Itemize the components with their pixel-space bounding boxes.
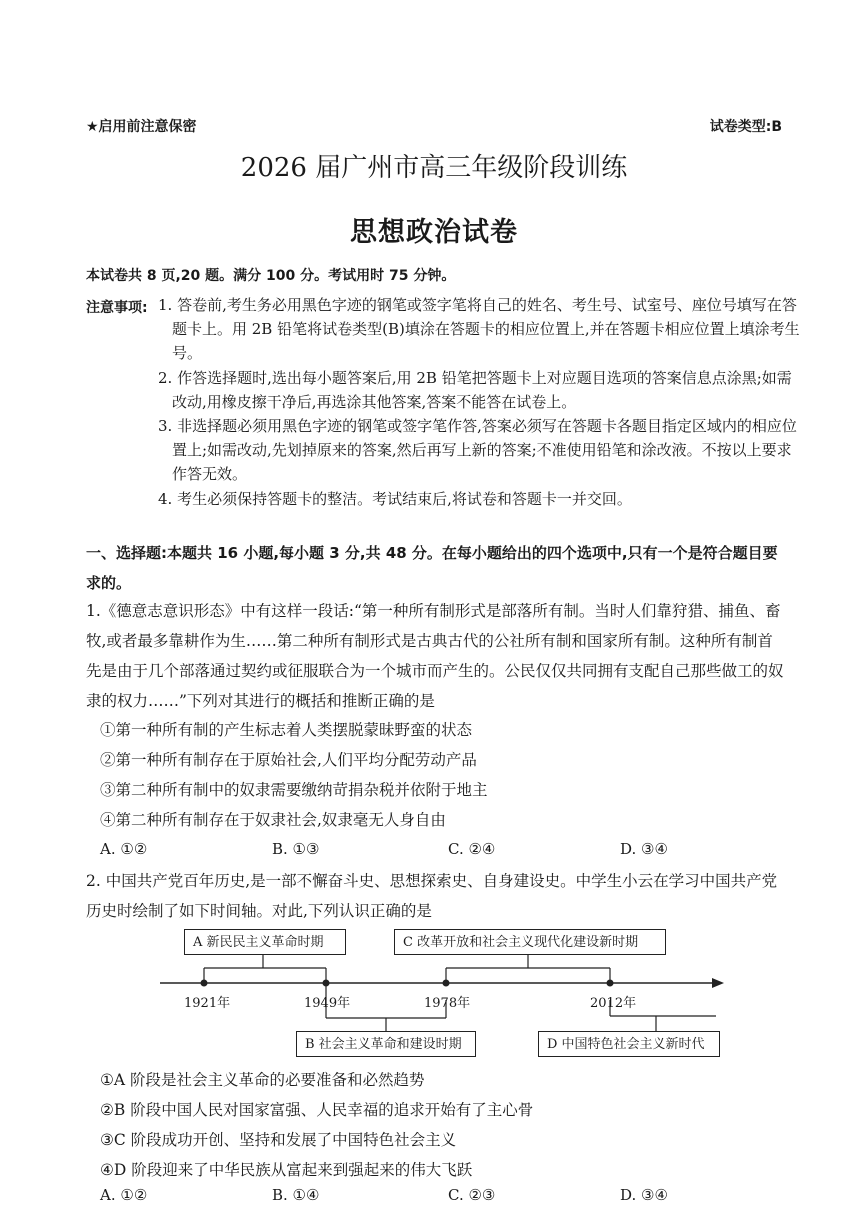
timeline-year-label: 1978年 <box>424 996 471 1011</box>
q2-option-d: D. ③④ <box>620 1186 668 1204</box>
q2-statement: ③C 阶段成功开创、坚持和发展了中国特色社会主义 <box>100 1131 457 1149</box>
q2-option-a: A. ①② <box>100 1186 148 1204</box>
timeline-box-b: B 社会主义革命和建设时期 <box>296 1031 476 1057</box>
note-item: 3. 非选择题必须用黑色字迹的钢笔或签字笔作答,答案必须写在答题卡各题目指定区域内的相应位置上;如需改动,先划掉原来的答案,然后再写上新的答案;不准使用铅笔和涂改液。不按以上要求作答无效。 <box>158 417 797 483</box>
q1-statement: ①第一种所有制的产生标志着人类摆脱蒙昧野蛮的状态 <box>100 721 473 739</box>
note-item: 4. 考生必须保持答题卡的整洁。考试结束后,将试卷和答题卡一并交回。 <box>158 490 632 508</box>
paper-type: 试卷类型:B <box>709 119 782 135</box>
notes-label: 注意事项: <box>86 300 148 316</box>
timeline-year-label: 1949年 <box>304 996 351 1011</box>
q2-statement: ②B 阶段中国人民对国家富强、人民幸福的追求开始有了主心骨 <box>100 1101 534 1119</box>
section-heading: 一、选择题:本题共 16 小题,每小题 3 分,共 48 分。在每小题给出的四个选项中,只有一个是符合题目要求的。 <box>86 544 778 592</box>
q1-statement: ③第二种所有制中的奴隶需要缴纳苛捐杂税并依附于地主 <box>100 781 488 799</box>
timeline-year-label: 2012年 <box>590 996 637 1011</box>
q2-statement: ④D 阶段迎来了中华民族从富起来到强起来的伟大飞跃 <box>100 1161 473 1179</box>
q1-option-d: D. ③④ <box>620 840 668 858</box>
timeline-box-a: A 新民民主义革命时期 <box>184 929 346 955</box>
note-item: 2. 作答选择题时,选出每小题答案后,用 2B 铅笔把答题卡上对应题目选项的答案信息点涂黑;如需改动,用橡皮擦干净后,再选涂其他答案,答案不能答在试卷上。 <box>158 369 792 411</box>
q2-option-c: C. ②③ <box>448 1186 496 1204</box>
timeline-year-label: 1921年 <box>184 996 231 1011</box>
timeline-box-c: C 改革开放和社会主义现代化建设新时期 <box>394 929 666 955</box>
q2-stem: 2. 中国共产党百年历史,是一部不懈奋斗史、思想探索史、自身建设史。中学生小云在学习中国共产党历史时绘制了如下时间轴。对此,下列认识正确的是 <box>86 872 778 920</box>
exam-subtitle: 思想政治试卷 <box>350 217 518 248</box>
confidential-notice: ★启用前注意保密 <box>86 119 197 135</box>
exam-title: 2026 届广州市高三年级阶段训练 <box>240 153 628 183</box>
q1-option-b: B. ①③ <box>272 840 320 858</box>
q1-statement: ④第二种所有制存在于奴隶社会,奴隶毫无人身自由 <box>100 811 446 829</box>
q1-option-c: C. ②④ <box>448 840 496 858</box>
q1-stem: 1.《德意志意识形态》中有这样一段话:“第一种所有制形式是部落所有制。当时人们靠狩猎、捕鱼、畜牧,或者最多靠耕作为生……第二种所有制形式是古典古代的公社所有制和国家所有制。这种所有制首先是由于几个部落通过契约或征服联合为一个城市而产生的。公民仅仅共同拥有支配自己那些做工的奴隶的权力……”下列对其进行的概括和推断正确的是 <box>86 602 784 710</box>
exam-meta: 本试卷共 8 页,20 题。满分 100 分。考试用时 75 分钟。 <box>86 268 456 284</box>
timeline-box-d: D 中国特色社会主义新时代 <box>538 1031 720 1057</box>
q2-option-b: B. ①④ <box>272 1186 320 1204</box>
q2-statement: ①A 阶段是社会主义革命的必要准备和必然趋势 <box>100 1071 425 1089</box>
q1-option-a: A. ①② <box>100 840 148 858</box>
q1-statement: ②第一种所有制存在于原始社会,人们平均分配劳动产品 <box>100 751 477 769</box>
note-item: 1. 答卷前,考生务必用黑色字迹的钢笔或签字笔将自己的姓名、考生号、试室号、座位号填写在答题卡上。用 2B 铅笔将试卷类型(B)填涂在答题卡的相应位置上,并在答题卡相应位置上填涂考生号。 <box>158 296 800 362</box>
